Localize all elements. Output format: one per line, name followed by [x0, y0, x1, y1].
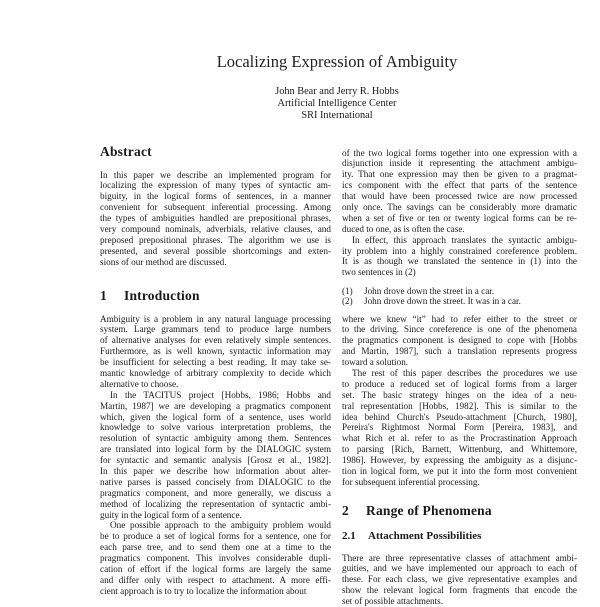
- continued-body: [342, 148, 577, 279]
- text-line: and Martin, 1987], such a translation represents progress: [342, 346, 577, 357]
- text-line: ics component with the effect that parts of the sentence: [342, 180, 577, 191]
- text-line: presented, and several possible shortcomings and exten-: [100, 245, 331, 256]
- text-line: of the two logical forms together into one expression with a: [342, 147, 577, 158]
- text-line: 1986]. However, by expressing the ambiguity as a disjunc-: [342, 455, 577, 466]
- example-number: (1): [342, 285, 353, 296]
- text-line: the pragmatics component is designed to cope with [Hobbs: [342, 335, 577, 346]
- text-line: There are three representative classes of attachment ambi-: [342, 552, 577, 563]
- discussion-body: [342, 314, 577, 488]
- abstract-heading: Abstract: [100, 144, 152, 159]
- text-line: tral representation [Hobbs, 1982]. This is similar to the: [342, 400, 577, 411]
- text-line: and differ only with respect to attachment. A more effi-: [100, 574, 331, 585]
- paper-title: Localizing Expression of Ambiguity: [216, 52, 458, 71]
- example-number: (2): [342, 296, 353, 307]
- author-affiliation: Artificial Intelligence Center: [277, 98, 397, 109]
- text-line: In this paper we describe how information about alter-: [100, 465, 331, 476]
- text-line: preposed prepositional phrases. The algorithm we use is: [100, 234, 331, 245]
- section-number: 1: [100, 288, 107, 303]
- text-line: pragmatics component. This involves considerable dupli-: [100, 553, 331, 564]
- text-line: Pereira's Rightmost Normal Form [Pereira, 1983], and: [342, 422, 577, 433]
- text-line: where we knew “it” had to refer either to the street or: [342, 313, 577, 324]
- example-text: John drove down the street in a car.: [364, 285, 495, 296]
- section-title: Range of Phenomena: [366, 503, 492, 518]
- text-line: show the relevant logical form fragments that encode the: [342, 585, 577, 596]
- text-line: One possible approach to the ambiguity problem would: [110, 520, 331, 531]
- text-line: mantic knowledge of arbitrary complexity to decide which: [100, 367, 331, 378]
- text-line: that would have been processed twice are now processed: [342, 191, 577, 202]
- text-line: two sentences in (2): [342, 267, 416, 278]
- text-line: when a set of five or ten or twenty logical forms can be re-: [342, 212, 577, 223]
- text-line: In this paper we describe an implemented program for: [100, 169, 331, 180]
- example-1: [342, 286, 577, 297]
- text-line: be to produce a set of logical forms for a sentence, one for: [100, 531, 331, 542]
- text-line: In the TACITUS project [Hobbs, 1986; Hobbs and: [110, 389, 331, 400]
- text-line: guities, and we have implemented our approach to each of: [342, 563, 577, 574]
- text-line: each parse tree, and to send them one at a time to the: [100, 542, 331, 553]
- text-line: only once. The savings can be considerably more dramatic: [342, 201, 577, 212]
- text-line: Furthermore, as is well known, syntactic information may: [100, 346, 331, 357]
- text-line: to the driving. Since coreference is one of the phenomena: [342, 324, 577, 335]
- text-line: to parsing [Rich, Barnett, Wittenburg, and Whittemore,: [342, 444, 577, 455]
- text-line: system. Large grammars tend to produce large numbers: [100, 324, 331, 335]
- text-line: sions of our method are discussed.: [100, 256, 227, 267]
- section-title: Introduction: [124, 288, 200, 303]
- text-line: Ambiguity is a problem in any natural language processing: [100, 313, 331, 324]
- text-line: method of localizing the representation of syntactic ambi-: [100, 498, 331, 509]
- text-line: ity. That one expression may then be given to a pragmat-: [342, 169, 577, 180]
- text-line: In effect, this approach translates the syntactic ambigu-: [352, 234, 577, 245]
- text-line: pragmatics component, and more generally, we discuss a: [100, 487, 331, 498]
- subsection-2-1-heading: [342, 530, 577, 542]
- section-number: 2: [342, 503, 349, 518]
- intro-body: [100, 314, 331, 597]
- author-names: John Bear and Jerry R. Hobbs: [275, 86, 399, 97]
- text-line: are translated into logical form by the DIALOGIC system: [100, 444, 331, 455]
- author-block: [0, 86, 600, 122]
- text-line: knowledge to solve various interpretation problems, the: [100, 422, 331, 433]
- text-line: resolution of syntactic ambiguity among them. Sentences: [100, 433, 331, 444]
- example-2: [342, 296, 577, 307]
- section-2-heading: [342, 503, 577, 519]
- example-text: John drove down the street. It was in a car.: [364, 296, 521, 307]
- text-line: to produce a reduced set of logical forms from a larger: [342, 378, 577, 389]
- text-line: tion in logical form, we put it into the form most convenient: [342, 465, 577, 476]
- text-line: localizing the expression of many types of syntactic am-: [100, 180, 331, 191]
- text-line: The rest of this paper describes the procedures we use: [352, 367, 577, 378]
- text-line: Martin, 1987] we are developing a pragmatics component: [100, 400, 331, 411]
- text-line: biguity, in the logical forms of sentences, in a manner: [100, 191, 331, 202]
- subsection-title: Attachment Possibilities: [368, 530, 482, 542]
- example-sentences: [342, 286, 577, 308]
- text-line: the types of ambiguities handled are prepositional phrases,: [100, 213, 331, 224]
- text-line: It is as though we translated the sentence in (1) into the: [342, 256, 577, 267]
- subsection-number: 2.1: [342, 530, 356, 542]
- text-line: of alternative analyses for even relatively simple sentences.: [100, 335, 331, 346]
- text-line: guity in the logical form of a sentence.: [100, 509, 242, 520]
- section-1-heading: [100, 288, 331, 304]
- text-line: set of possible attachments.: [342, 596, 444, 607]
- text-line: be insufficient for selecting a best reading. It may take se-: [100, 357, 331, 368]
- text-line: alternative to choose.: [100, 378, 179, 389]
- text-line: set. The basic strategy hinges on the idea of a neu-: [342, 389, 577, 400]
- text-line: native parses is passed concisely from DIALOGIC to the: [100, 476, 331, 487]
- text-line: duced to one, as is often the case.: [342, 223, 465, 234]
- text-line: what Rich et al. refer to as the Procrastination Approach: [342, 433, 577, 444]
- text-line: for syntactic and semantic analysis [Grosz et al., 1982].: [100, 455, 331, 466]
- text-line: these. For each class, we give representative examples and: [342, 574, 577, 585]
- text-line: cation of effort if the logical forms are largely the same: [100, 563, 331, 574]
- text-line: toward a solution.: [342, 357, 409, 368]
- text-line: cient approach is to try to localize the information about: [100, 585, 307, 596]
- text-line: for subsequent inferential processing.: [342, 476, 480, 487]
- text-line: very compound nominals, adverbials, relative clauses, and: [100, 223, 331, 234]
- text-line: disjunction inside it representing the attachment ambigu-: [342, 158, 577, 169]
- text-line: convenient for subsequent inferential processing. Among: [100, 202, 331, 213]
- text-line: idea behind Church's Pseudo-attachment [Church, 1980],: [342, 411, 577, 422]
- abstract-body: [100, 170, 331, 268]
- text-line: which, given the logical form of a sentence, uses world: [100, 411, 331, 422]
- text-line: ity problem into a highly constrained coreference problem.: [342, 245, 577, 256]
- author-institution: SRI International: [301, 110, 373, 121]
- section-2-body: [342, 553, 577, 607]
